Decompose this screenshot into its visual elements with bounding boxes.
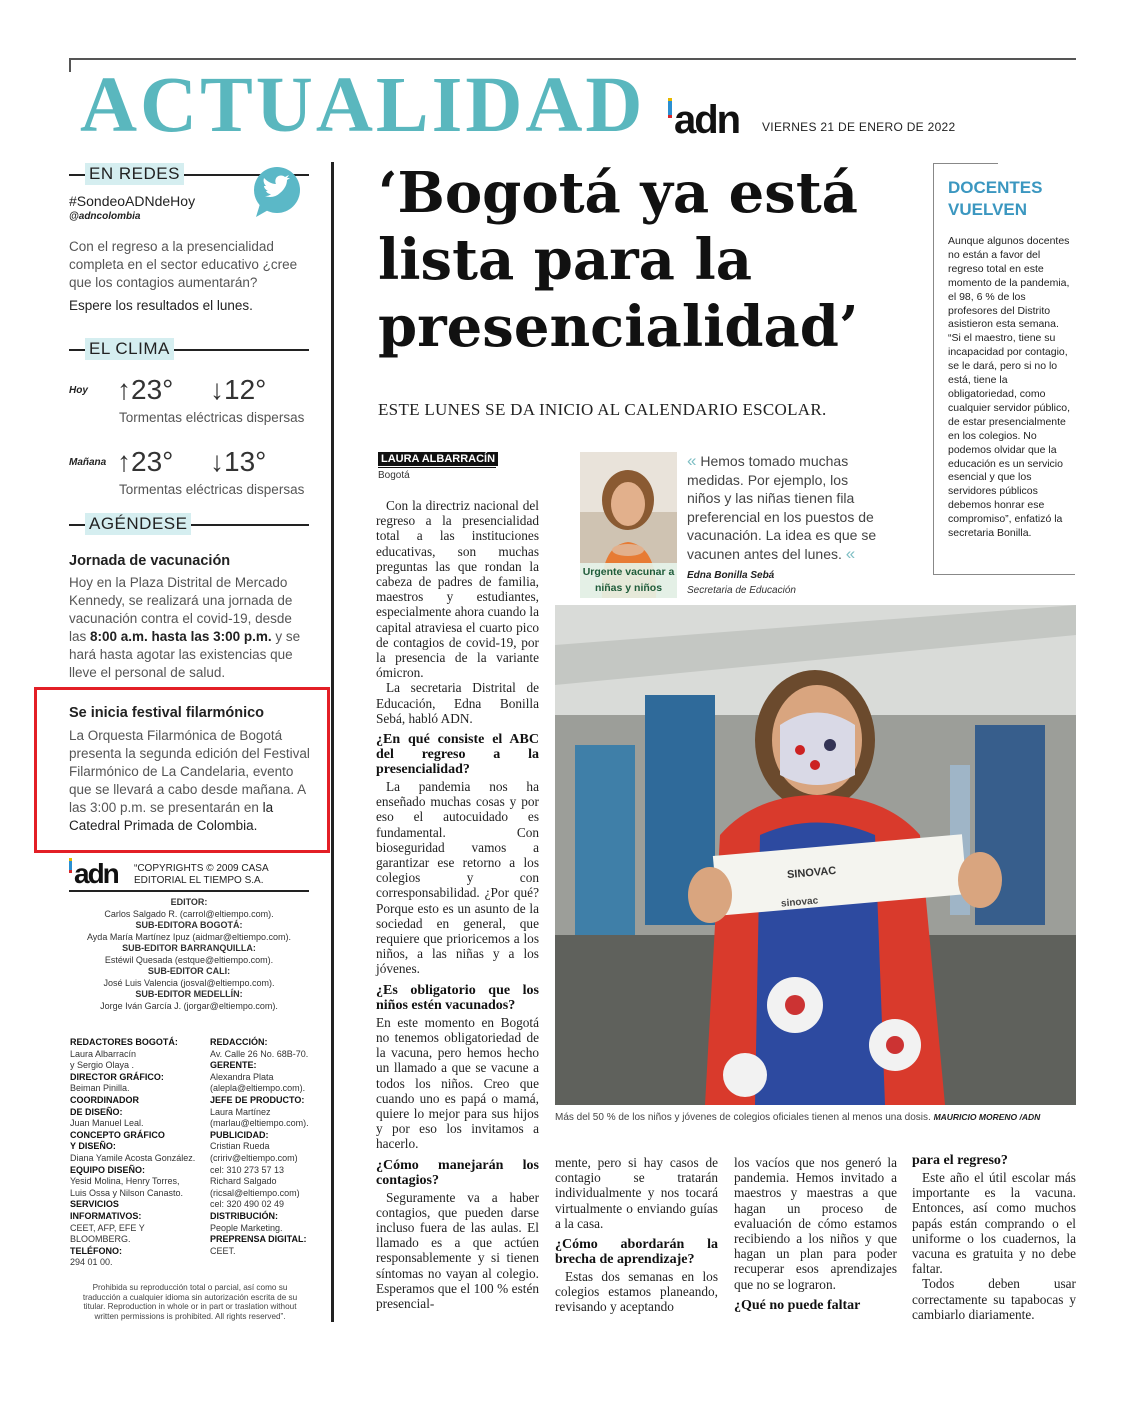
quote-close-icon: « xyxy=(845,543,856,563)
article-column-1: Con la directriz nacional del regreso a la presencialidad total a las instituciones educativas, son muchas preguntas las que rondan la cabeza de padres de familia, maestros y estudiantes, especialmente ahora cuando la capital atraviesa el cuarto pico de contagios de covid-19, por la presencia de la variante ómicron. La secretaria Distrital de Educación, Edna Bonilla Sebá, habló ADN. ¿En qué consiste el ABC del regreso a la presencialidad? La pandemia nos ha enseñado muchas cosas y por eso el autocuidado es fundamental. Con bioseguridad vamos a garantizar ese retorno a los colegios y con corresponsabilidad. ¿Por qué? Porque esto es un asunto de la sociedad en general, que requiere que prioricemos a los niños, a las niñas y a los jóvenes. ¿Es obligatorio que los niños estén vacunados? En este momento en Bogotá no tenemos obligatoriedad de la vacuna, pero hemos hecho un llamado a que se vacune a todos los niños. Creo que cuando uno es papá o mamá, quiere lo mejor para sus hijos y por eso los invitamos a hacerlo. ¿Cómo manejarán los contagios? Seguramente va a haber contagios, que pueden darse incluso fuera de las aulas. El llamado es a que actúen responsablemente y si tienen síntomas no vayan al colegio. Esperamos que el 100 % estén presencial- xyxy=(376,498,539,1311)
logo-bars-icon xyxy=(668,98,672,118)
byline-location: Bogotá xyxy=(378,470,410,481)
staff-right-name: Av. Calle 26 No. 68B-70. xyxy=(210,1048,309,1059)
weather-max-tomorrow: ↑23° xyxy=(117,446,174,477)
section-title: ACTUALIDAD xyxy=(80,62,646,149)
staff-right-name: Alexandra Plata (alepla@eltiempo.com). xyxy=(210,1071,306,1094)
article-column-4: para el regreso? Este año el útil escolar más importante es la vacuna. Entonces, así como muchos papás están comprando o el uniforme o los cuadernos, la vacuna es gratuita y no debe faltar. Todos deben usar correctamente su tapabocas y cambiarlo diariamente. xyxy=(912,1153,1076,1322)
event1-title: Jornada de vacunación xyxy=(69,553,231,569)
staff-left-role: DIRECTOR GRÁFICO: xyxy=(70,1071,164,1082)
editors-block: EDITOR: Carlos Salgado R. (carrol@eltiempo.com). SUB-EDITORA BOGOTÁ: Ayda María Martínez Ipuz (aidmar@eltiempo.com). SUB-EDITOR BARRANQUILLA: Estéwil Quesada (estque@eltiempo.com). SUB-EDITOR CALI: José Luis Valencia (josval@eltiempo.com). SUB-EDITOR MEDELLÍN: Jorge Iván García J. (jorgar@eltiempo.com). xyxy=(86,897,292,1011)
sidebar-top-rule xyxy=(933,163,998,164)
staff-left-name: Beiman Pinilla. xyxy=(70,1083,130,1094)
weather-desc-today: Tormentas eléctricas dispersas xyxy=(119,410,305,425)
main-photo xyxy=(555,605,1076,1105)
redes-question: Con el regreso a la presencialidad completa en el sector educativo ¿cree que los contagios aumentarán? xyxy=(69,239,298,290)
pull-quote: « Hemos tomado muchas medidas. Por ejemplo, los niños y las niñas tienen fila preferencial en los puestos de vacunación. La idea es que se vacunen antes del lunes. « xyxy=(687,451,877,563)
weather-min-tomorrow: ↓13° xyxy=(210,446,267,477)
deck: ESTE LUNES SE DA INICIO AL CALENDARIO ESCOLAR. xyxy=(378,400,827,419)
copyright: “COPYRIGHTS © 2009 CASA EDITORIAL EL TIEMPO S.A. xyxy=(134,863,269,886)
staff-left-role: REDACTORES BOGOTÁ: xyxy=(70,1037,178,1047)
article-column-2: mente, pero si hay casos de contagio se tratarán individualmente y nos tocará virtualmente o enviando guías a la casa. ¿Cómo abordarán la brecha de aprendizaje? Estas dos semanas en los colegios estamos planeando, revisando y aceptando xyxy=(555,1155,718,1315)
top-rule-tick xyxy=(69,58,71,72)
portrait-photo xyxy=(580,452,677,598)
staff-right-role: DISTRIBUCIÓN: xyxy=(210,1210,278,1221)
event2-text: La Orquesta Filarmónica de Bogotá presenta la segunda edición del Festival Filarmónico de La Candelaria, evento que se llevará a cabo desde mañana. A las 3:00 p.m. se presentarán en la Catedral Primada de Colombia. xyxy=(69,728,310,833)
staff-left-role: SERVICIOS INFORMATIVOS: xyxy=(70,1199,142,1221)
staff-right-role: GERENTE: xyxy=(210,1060,257,1071)
card-text-1: SINOVAC xyxy=(786,864,837,882)
staff-right-name: Cristian Rueda (cririv@eltiempo.com) cel: 310 273 57 13 Richard Salgado (ricsal@eltiempo.com) cel: 320 490 02 49 xyxy=(210,1141,300,1210)
weather-max-today: ↑23° xyxy=(117,374,174,405)
staff-right-name: Laura Martínez (marlau@eltiempo.com). xyxy=(210,1106,309,1129)
staff-right-role: PUBLICIDAD: xyxy=(210,1129,269,1140)
byline-author: LAURA ALBARRACÍN xyxy=(378,452,498,466)
column-divider xyxy=(331,162,334,1322)
article-column-3: los vacíos que nos generó la pandemia. Hemos invitado a maestros y maestras a que hagan un proceso de evaluación de cómo estamos recibiendo a los niños y que hagan un plan para poder recuperar esos aprendizajes que no se lograron. ¿Qué no puede faltar xyxy=(734,1155,897,1313)
quote-open-icon: « xyxy=(687,451,697,470)
twitter-bird-icon xyxy=(252,166,302,216)
headline: ‘Bogotá ya está lista para la presencialidad’ xyxy=(378,160,859,360)
weather-min-today: ↓12° xyxy=(210,374,267,405)
card-text-2: sinovac xyxy=(780,895,819,910)
legal-note: Prohibida su reproducción total o parcial, así como su traducción a cualquier idioma sin autorización escrita de su titular. Reproduction in whole or in part or traslation without written permissions is prohibited. All rights reserved”. xyxy=(82,1283,298,1321)
weather-day-tomorrow: Mañana xyxy=(69,457,107,468)
staff-right-name: People Marketing. xyxy=(210,1222,283,1233)
sidebar-box xyxy=(933,163,1075,575)
sidebar-text: Aunque algunos docentes no están a favor del regreso total en este momento de la pandemia, el 98, 6 % de los profesores del Distrito asistieron esta semana. “Si el maestro, tiene su incapacidad por contagio, se le dará, pero si no lo está, tiene la obligatoriedad, como cualquier servidor público, de estar presencialmente en los colegios. No podemos olvidar que la educación es un servicio esencial y que los servidores públicos debemos honrar ese compromiso”, enfatizó la secretaria Bonilla. xyxy=(948,235,1070,540)
event1-text: Hoy en la Plaza Distrital de Mercado Kennedy, se realizará una jornada de vacunación contra el covid-19, desde las 8:00 a.m. hasta las 3:00 p.m. y se hará hasta agotar las existencias que lleve el personal de salud. xyxy=(69,575,301,680)
redes-handle: @adncolombia xyxy=(69,211,141,222)
weather-day-today: Hoy xyxy=(69,385,88,396)
weather-desc-tomorrow: Tormentas eléctricas dispersas xyxy=(119,482,305,497)
redes-note: Espere los resultados el lunes. xyxy=(69,298,253,313)
staff-left-name: Yesid Molina, Henry Torres, Luis Ossa y Nilson Canasto. xyxy=(70,1176,184,1198)
issue-date: VIERNES 21 DE ENERO DE 2022 xyxy=(762,120,956,134)
staff-right xyxy=(210,1037,320,1257)
staff-left-name: Diana Yamile Acosta González. xyxy=(70,1152,196,1163)
quote-author: Edna Bonilla Sebá xyxy=(687,570,775,581)
portrait-label: Urgente vacunar a niñas y niños xyxy=(580,563,677,598)
byline-rule xyxy=(378,467,496,468)
clima-tag: EL CLIMA xyxy=(85,338,174,360)
adn-logo: adn xyxy=(668,98,739,143)
staff-left-role: COORDINADOR DE DISEÑO: xyxy=(70,1094,139,1117)
staff-right-role: REDACCIÓN: xyxy=(210,1037,268,1047)
photo-caption: Más del 50 % de los niños y jóvenes de colegios oficiales tienen al menos una dosis. MAURICIO MORENO /ADN xyxy=(555,1112,1041,1123)
quote-role: Secretaria de Educación xyxy=(687,585,796,596)
staff-left-role: EQUIPO DISEÑO: xyxy=(70,1164,146,1175)
staff-left-name: Juan Manuel Leal. xyxy=(70,1118,144,1129)
staff-left-name: CEET, AFP, EFE Y BLOOMBERG. xyxy=(70,1222,145,1245)
staff-right-role: PREPRENSA DIGITAL: xyxy=(210,1234,307,1245)
event2-title: Se inicia festival filarmónico xyxy=(69,705,265,721)
staff-right-role: JEFE DE PRODUCTO: xyxy=(210,1094,305,1105)
top-rule xyxy=(69,58,1076,60)
logo-bars-small-icon xyxy=(69,858,72,873)
adn-logo-small: adn xyxy=(69,858,118,890)
staff-right-name: CEET. xyxy=(210,1245,236,1256)
masthead-rule xyxy=(69,890,309,892)
staff-left-name: 294 01 00. xyxy=(70,1257,113,1268)
redes-hashtag: #SondeoADNdeHoy xyxy=(69,193,196,209)
staff-left-role: CONCEPTO GRÁFICO Y DISEÑO: xyxy=(70,1129,165,1152)
staff-left xyxy=(70,1037,205,1269)
staff-left-role: TELÉFONO: xyxy=(70,1245,122,1256)
redes-tag: EN REDES xyxy=(85,163,184,185)
staff-left-name: Laura Albarracín y Sergio Olaya . xyxy=(70,1048,137,1071)
agenda-tag: AGÉNDESE xyxy=(85,513,191,535)
sidebar-title: DOCENTES VUELVEN xyxy=(948,178,1043,219)
